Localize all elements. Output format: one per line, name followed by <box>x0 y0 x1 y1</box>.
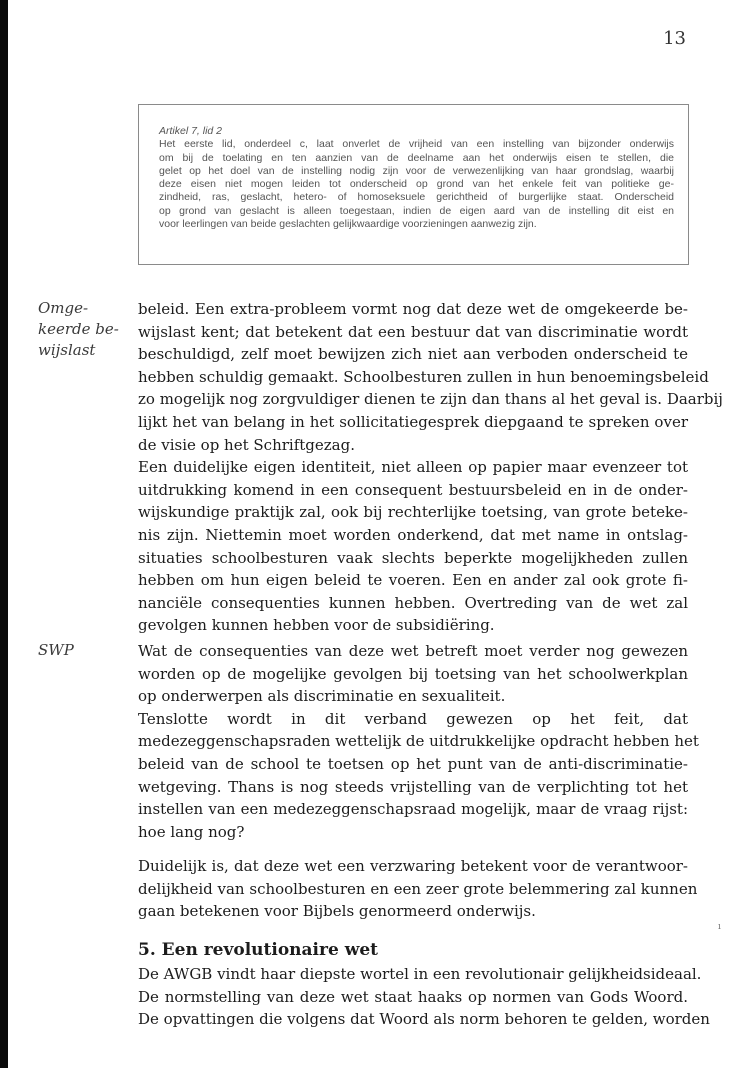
article-line: voor leerlingen van beide geslachten gelijkwaardige voorzieningen aanwezig zijn. <box>159 218 537 231</box>
paragraph-swp <box>138 640 699 843</box>
text-line: hebben om hun eigen beleid te voeren. Een en ander zal ook grote fi- <box>138 571 688 590</box>
text-line: situaties schoolbesturen vaak slechts beperkte mogelijkheden zullen <box>138 548 688 567</box>
scan-edge-bar <box>0 0 8 1068</box>
text-line: gaan betekenen voor Bijbels genormeerd onderwijs. <box>138 902 536 921</box>
text-line: hoe lang nog? <box>138 822 245 841</box>
text-line: zo mogelijk nog zorgvuldiger dienen te zijn dan thans al het geval is. Daarbij <box>138 390 723 409</box>
margin-note-line: keerde be- <box>38 320 119 338</box>
text-line: uitdrukking komend in een consequent bestuursbeleid en in de onder- <box>138 480 688 499</box>
article-title: Artikel 7, lid 2 <box>159 125 223 137</box>
text-line: Een duidelijke eigen identiteit, niet alleen op papier maar evenzeer tot <box>138 458 688 477</box>
article-line: deze eisen niet mogen leiden tot onderscheid op grond van het enkele feit van politieke ge- <box>159 178 674 191</box>
text-line: lijkt het van belang in het sollicitatiegesprek diepgaand te spreken over <box>138 412 688 431</box>
paragraph-conclusion <box>138 855 698 923</box>
text-line: wijskundige praktijk zal, ook bij rechterlijke toetsing, van grote beteke- <box>138 503 688 522</box>
text-line: gevolgen kunnen hebben voor de subsidiëring. <box>138 616 495 635</box>
text-line: wetgeving. Thans is nog steeds vrijstelling van de verplichting tot het <box>138 777 688 796</box>
article-line: zindheid, ras, geslacht, hetero- of homoseksuele gerichtheid of burgerlijke staat. Onderscheid <box>159 191 674 204</box>
margin-note-omgekeerde-bewijslast <box>38 298 138 361</box>
text-line: Wat de consequenties van deze wet betreft moet verder nog gewezen <box>138 642 688 660</box>
margin-note-line: SWP <box>38 641 74 659</box>
text-line: de visie op het Schriftgezag. <box>138 435 355 454</box>
text-line: Duidelijk is, dat deze wet een verzwaring betekent voor de verantwoor- <box>138 857 688 875</box>
text-line: op onderwerpen als discriminatie en sexualiteit. <box>138 687 506 706</box>
text-line: De normstelling van deze wet staat haaks op normen van Gods Woord. <box>138 987 688 1006</box>
text-line: instellen van een medezeggenschapsraad mogelijk, maar de vraag rijst: <box>138 800 688 819</box>
paragraph-omgekeerde-bewijslast <box>138 298 723 637</box>
text-line: beleid van de school te toetsen op het punt van de anti-discriminatie- <box>138 754 688 773</box>
text-line: De AWGB vindt haar diepste wortel in een revolutionair gelijkheidsideaal. <box>138 965 702 983</box>
article-line: op grond van geslacht is alleen toegestaan, indien de eigen aard van de instelling dit eist en <box>159 204 674 217</box>
text-line: Tenslotte wordt in dit verband gewezen op het feit, dat <box>138 709 688 728</box>
article-line: Het eerste lid, onderdeel c, laat onverlet de vrijheid van een instelling van bijzonder onderwijs <box>159 138 674 151</box>
article-line: gelet op het doel van de instelling nodig zijn voor de verwezenlijking van haar grondslag, waarbij <box>159 164 674 177</box>
text-line: wijslast kent; dat betekent dat een bestuur dat van discriminatie wordt <box>138 322 688 341</box>
margin-note-line: Omge- <box>38 299 89 317</box>
text-line: delijkheid van schoolbesturen en een zeer grote belemmering zal kunnen <box>138 879 698 898</box>
text-line: De opvattingen die volgens dat Woord als norm behoren te gelden, worden <box>138 1010 710 1029</box>
text-line: medezeggenschapsraden wettelijk de uitdrukkelijke opdracht hebben het <box>138 732 699 751</box>
text-line: nis zijn. Niettemin moet worden onderkend, dat met name in ontslag- <box>138 525 688 544</box>
page-number: 13 <box>663 28 686 49</box>
text-line: hebben schuldig gemaakt. Schoolbesturen zullen in hun benoemingsbeleid <box>138 367 709 386</box>
text-line: worden op de mogelijke gevolgen bij toetsing van het schoolwerkplan <box>138 664 688 683</box>
margin-note-line: wijslast <box>38 341 96 359</box>
text-line: beleid. Een extra-probleem vormt nog dat deze wet de omgekeerde be- <box>138 300 688 318</box>
paragraph-revolutionaire-wet <box>138 963 710 1031</box>
stray-mark: ı <box>718 922 721 932</box>
article-quote-box <box>138 104 689 265</box>
text-line: nanciële consequenties kunnen hebben. Overtreding van de wet zal <box>138 593 688 612</box>
article-line: om bij de toelating en ten aanzien van de deelname aan het onderwijs eisen te stellen, die <box>159 151 674 164</box>
text-line: beschuldigd, zelf moet bewijzen zich niet aan verboden onderscheid te <box>138 345 688 364</box>
margin-note-swp <box>38 640 138 661</box>
section-heading: 5. Een revolutionaire wet <box>138 940 379 960</box>
